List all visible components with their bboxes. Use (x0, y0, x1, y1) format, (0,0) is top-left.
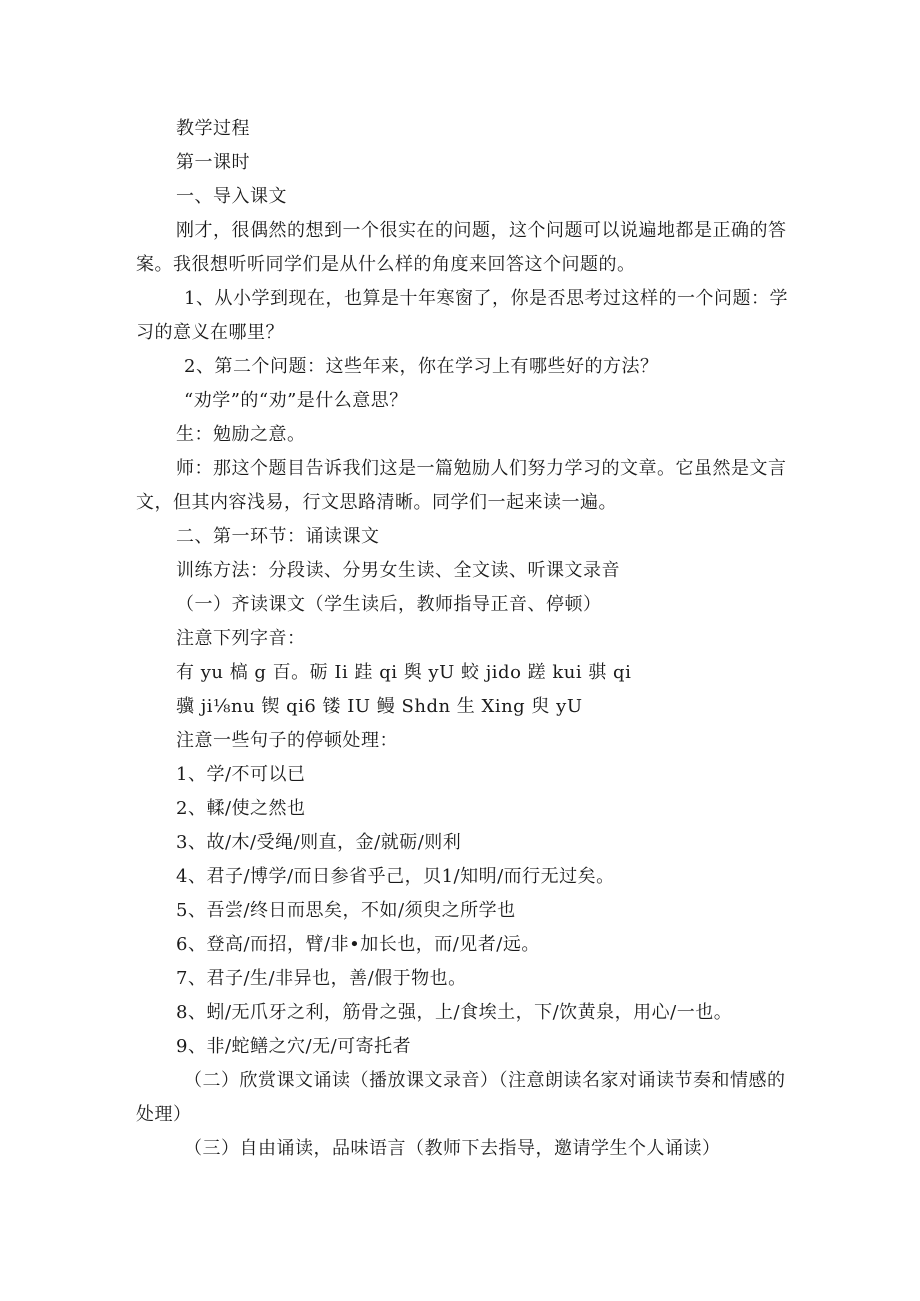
student-answer: 生：勉励之意。 (176, 424, 306, 445)
section1-title: 一、导入课文 (176, 186, 287, 207)
pause-note: 注意一些句子的停顿处理： (176, 730, 398, 751)
pause-item: 2、輮/使之然也 (176, 798, 306, 819)
pause-item: 9、非/蛇鳝之穴/无/可寄托者 (176, 1036, 412, 1057)
training-method: 训练方法：分段读、分男女生读、全文读、听课文录音 (176, 560, 620, 581)
intro-paragraph: 刚才，很偶然的想到一个很实在的问题，这个问题可以说遍地都是正确的答案。我很想听听同学们是从什么样的角度来回答这个问题的。 (136, 220, 787, 275)
section2-title: 二、第一环节：诵读课文 (176, 526, 380, 547)
lesson-title: 第一课时 (176, 152, 250, 173)
pronunciation-line-2: 骥 ji⅛nu 锲 qi6 镂 IU 鳗 Shdn 生 Xing 臾 yU (176, 696, 583, 717)
pronunciation-line-1: 有 yu 槁 g 百。砺 Ii 跬 qi 舆 yU 蛟 jido 蹉 kui 骐 qi (176, 662, 632, 683)
pause-item: 1、学/不可以已 (176, 764, 306, 785)
pause-item: 6、登高/而招，臂/非•加长也，而/见者/远。 (176, 934, 540, 955)
heading: 教学过程 (176, 118, 250, 139)
question-1: 1、从小学到现在，也算是十年寒窗了，你是否思考过这样的一个问题：学习的意义在哪里？ (136, 288, 788, 343)
subsection-3-title: （三）自由诵读，品味语言（教师下去指导，邀请学生个人诵读） (184, 1138, 721, 1159)
pronunciation-note: 注意下列字音： (176, 628, 306, 649)
pause-item: 5、吾尝/终日而思矣，不如/须臾之所学也 (176, 900, 516, 921)
subsection-1-title: （一）齐读课文（学生读后，教师指导正音、停顿） (176, 594, 602, 615)
question-2: 2、第二个问题：这些年来，你在学习上有哪些好的方法？ (184, 356, 659, 377)
pause-item: 8、蚓/无爪牙之利，筋骨之强，上/食埃土，下/饮黄泉，用心/一也。 (176, 1002, 733, 1023)
question-3: “劝学”的“劝”是什么意思？ (184, 390, 408, 411)
pause-item: 4、君子/博学/而日参省乎己，贝1/知明/而行无过矣。 (176, 866, 615, 887)
subsection-2-paragraph: （二）欣赏课文诵读（播放课文录音）（注意朗读名家对诵读节奏和情感的处理） (136, 1070, 786, 1125)
teacher-paragraph: 师：那这个题目告诉我们这是一篇勉励人们努力学习的文章。它虽然是文言文，但其内容浅易，行文思路清晰。同学们一起来读一遍。 (136, 458, 787, 513)
pause-item: 7、君子/生/非异也，善/假于物也。 (176, 968, 467, 989)
pause-item: 3、故/木/受绳/则直，金/就砺/则利 (176, 832, 462, 853)
